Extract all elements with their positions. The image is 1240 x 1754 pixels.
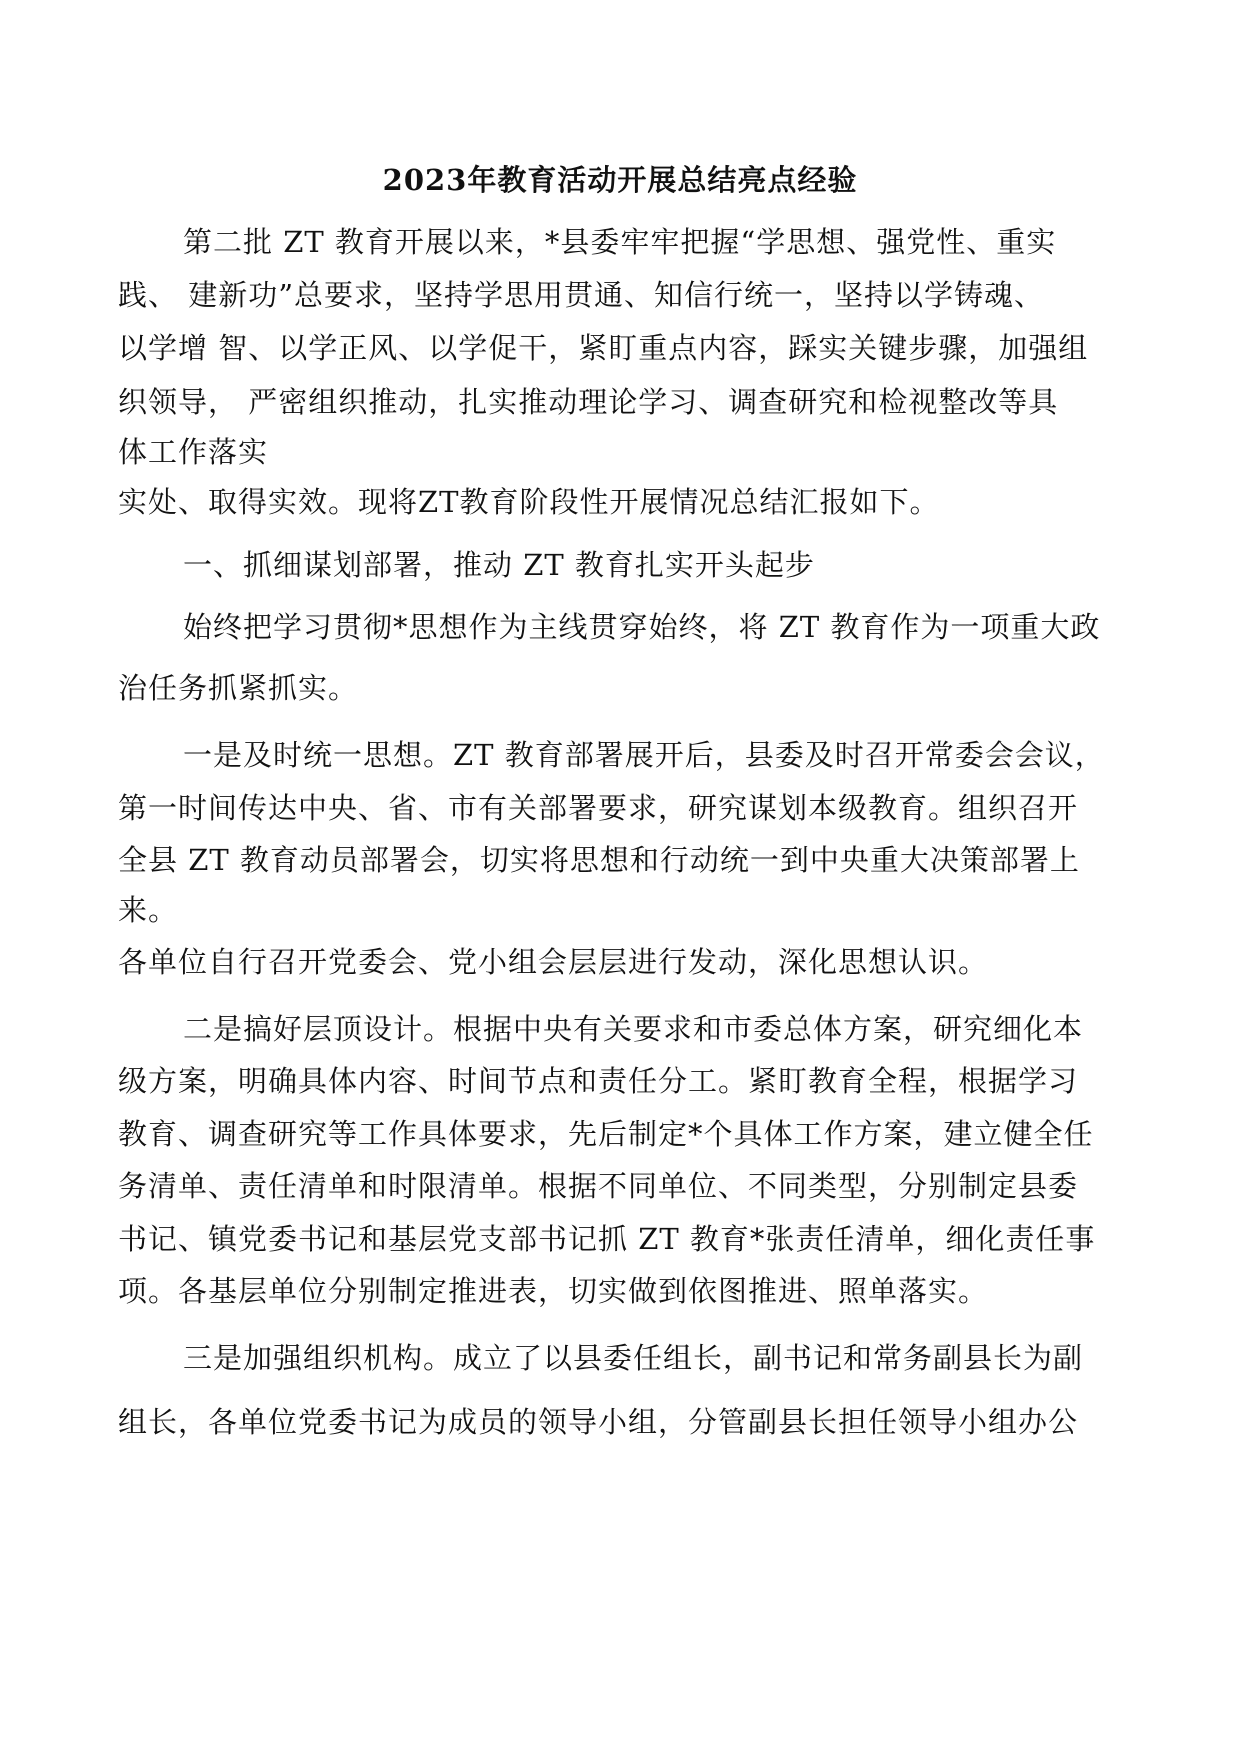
body-line-14: 二是搞好层顶设计。根据中央有关要求和市委总体方案，研究细化本 (183, 1012, 1084, 1046)
body-line-12: 来。 (118, 893, 179, 927)
body-line-5: 体工作落实 (118, 435, 269, 469)
body-line-18: 书记、镇党委书记和基层党支部书记抓 ZT 教育*张责任清单，细化责任事 (118, 1222, 1096, 1256)
body-line-16: 教育、调查研究等工作具体要求，先后制定*个具体工作方案，建立健全任 (118, 1117, 1094, 1151)
body-line-21: 组长，各单位党委书记为成员的领导小组，分管副县长担任领导小组办公 (118, 1405, 1079, 1439)
body-line-6: 实处、取得实效。现将ZT教育阶段性开展情况总结汇报如下。 (118, 485, 940, 519)
section-heading-1: 一、抓细谋划部署，推动 ZT 教育扎实开头起步 (183, 548, 815, 582)
body-line-2: 践、 建新功”总要求，坚持学思用贯通、知信行统一，坚持以学铸魂、 (118, 278, 1045, 312)
body-line-9: 一是及时统一思想。ZT 教育部署展开后，县委及时召开常委会会议， (183, 738, 1105, 772)
body-line-11: 全县 ZT 教育动员部署会，切实将思想和行动统一到中央重大决策部署上 (118, 843, 1080, 877)
document-title: 2023年教育活动开展总结亮点经验 (382, 163, 858, 197)
body-line-3: 以学增 智、以学正风、以学促干，紧盯重点内容，踩实关键步骤，加强组 (118, 331, 1089, 365)
body-line-15: 级方案，明确具体内容、时间节点和责任分工。紧盯教育全程，根据学习 (118, 1064, 1079, 1098)
body-line-7: 始终把学习贯彻*思想作为主线贯穿始终，将 ZT 教育作为一项重大政 (183, 610, 1101, 644)
body-line-13: 各单位自行召开党委会、党小组会层层进行发动，深化思想认识。 (118, 945, 989, 979)
body-line-10: 第一时间传达中央、省、市有关部署要求，研究谋划本级教育。组织召开 (118, 791, 1079, 825)
body-line-20: 三是加强组织机构。成立了以县委任组长，副书记和常务副县长为副 (183, 1341, 1084, 1375)
body-line-1: 第二批 ZT 教育开展以来，*县委牢牢把握“学思想、强党性、重实 (183, 225, 1057, 259)
body-line-4: 织领导， 严密组织推动，扎实推动理论学习、调查研究和检视整改等具 (118, 385, 1059, 419)
body-line-17: 务清单、责任清单和时限清单。根据不同单位、不同类型，分别制定县委 (118, 1169, 1079, 1203)
body-line-19: 项。各基层单位分别制定推进表，切实做到依图推进、照单落实。 (118, 1274, 989, 1308)
body-line-8: 治任务抓紧抓实。 (118, 671, 359, 705)
